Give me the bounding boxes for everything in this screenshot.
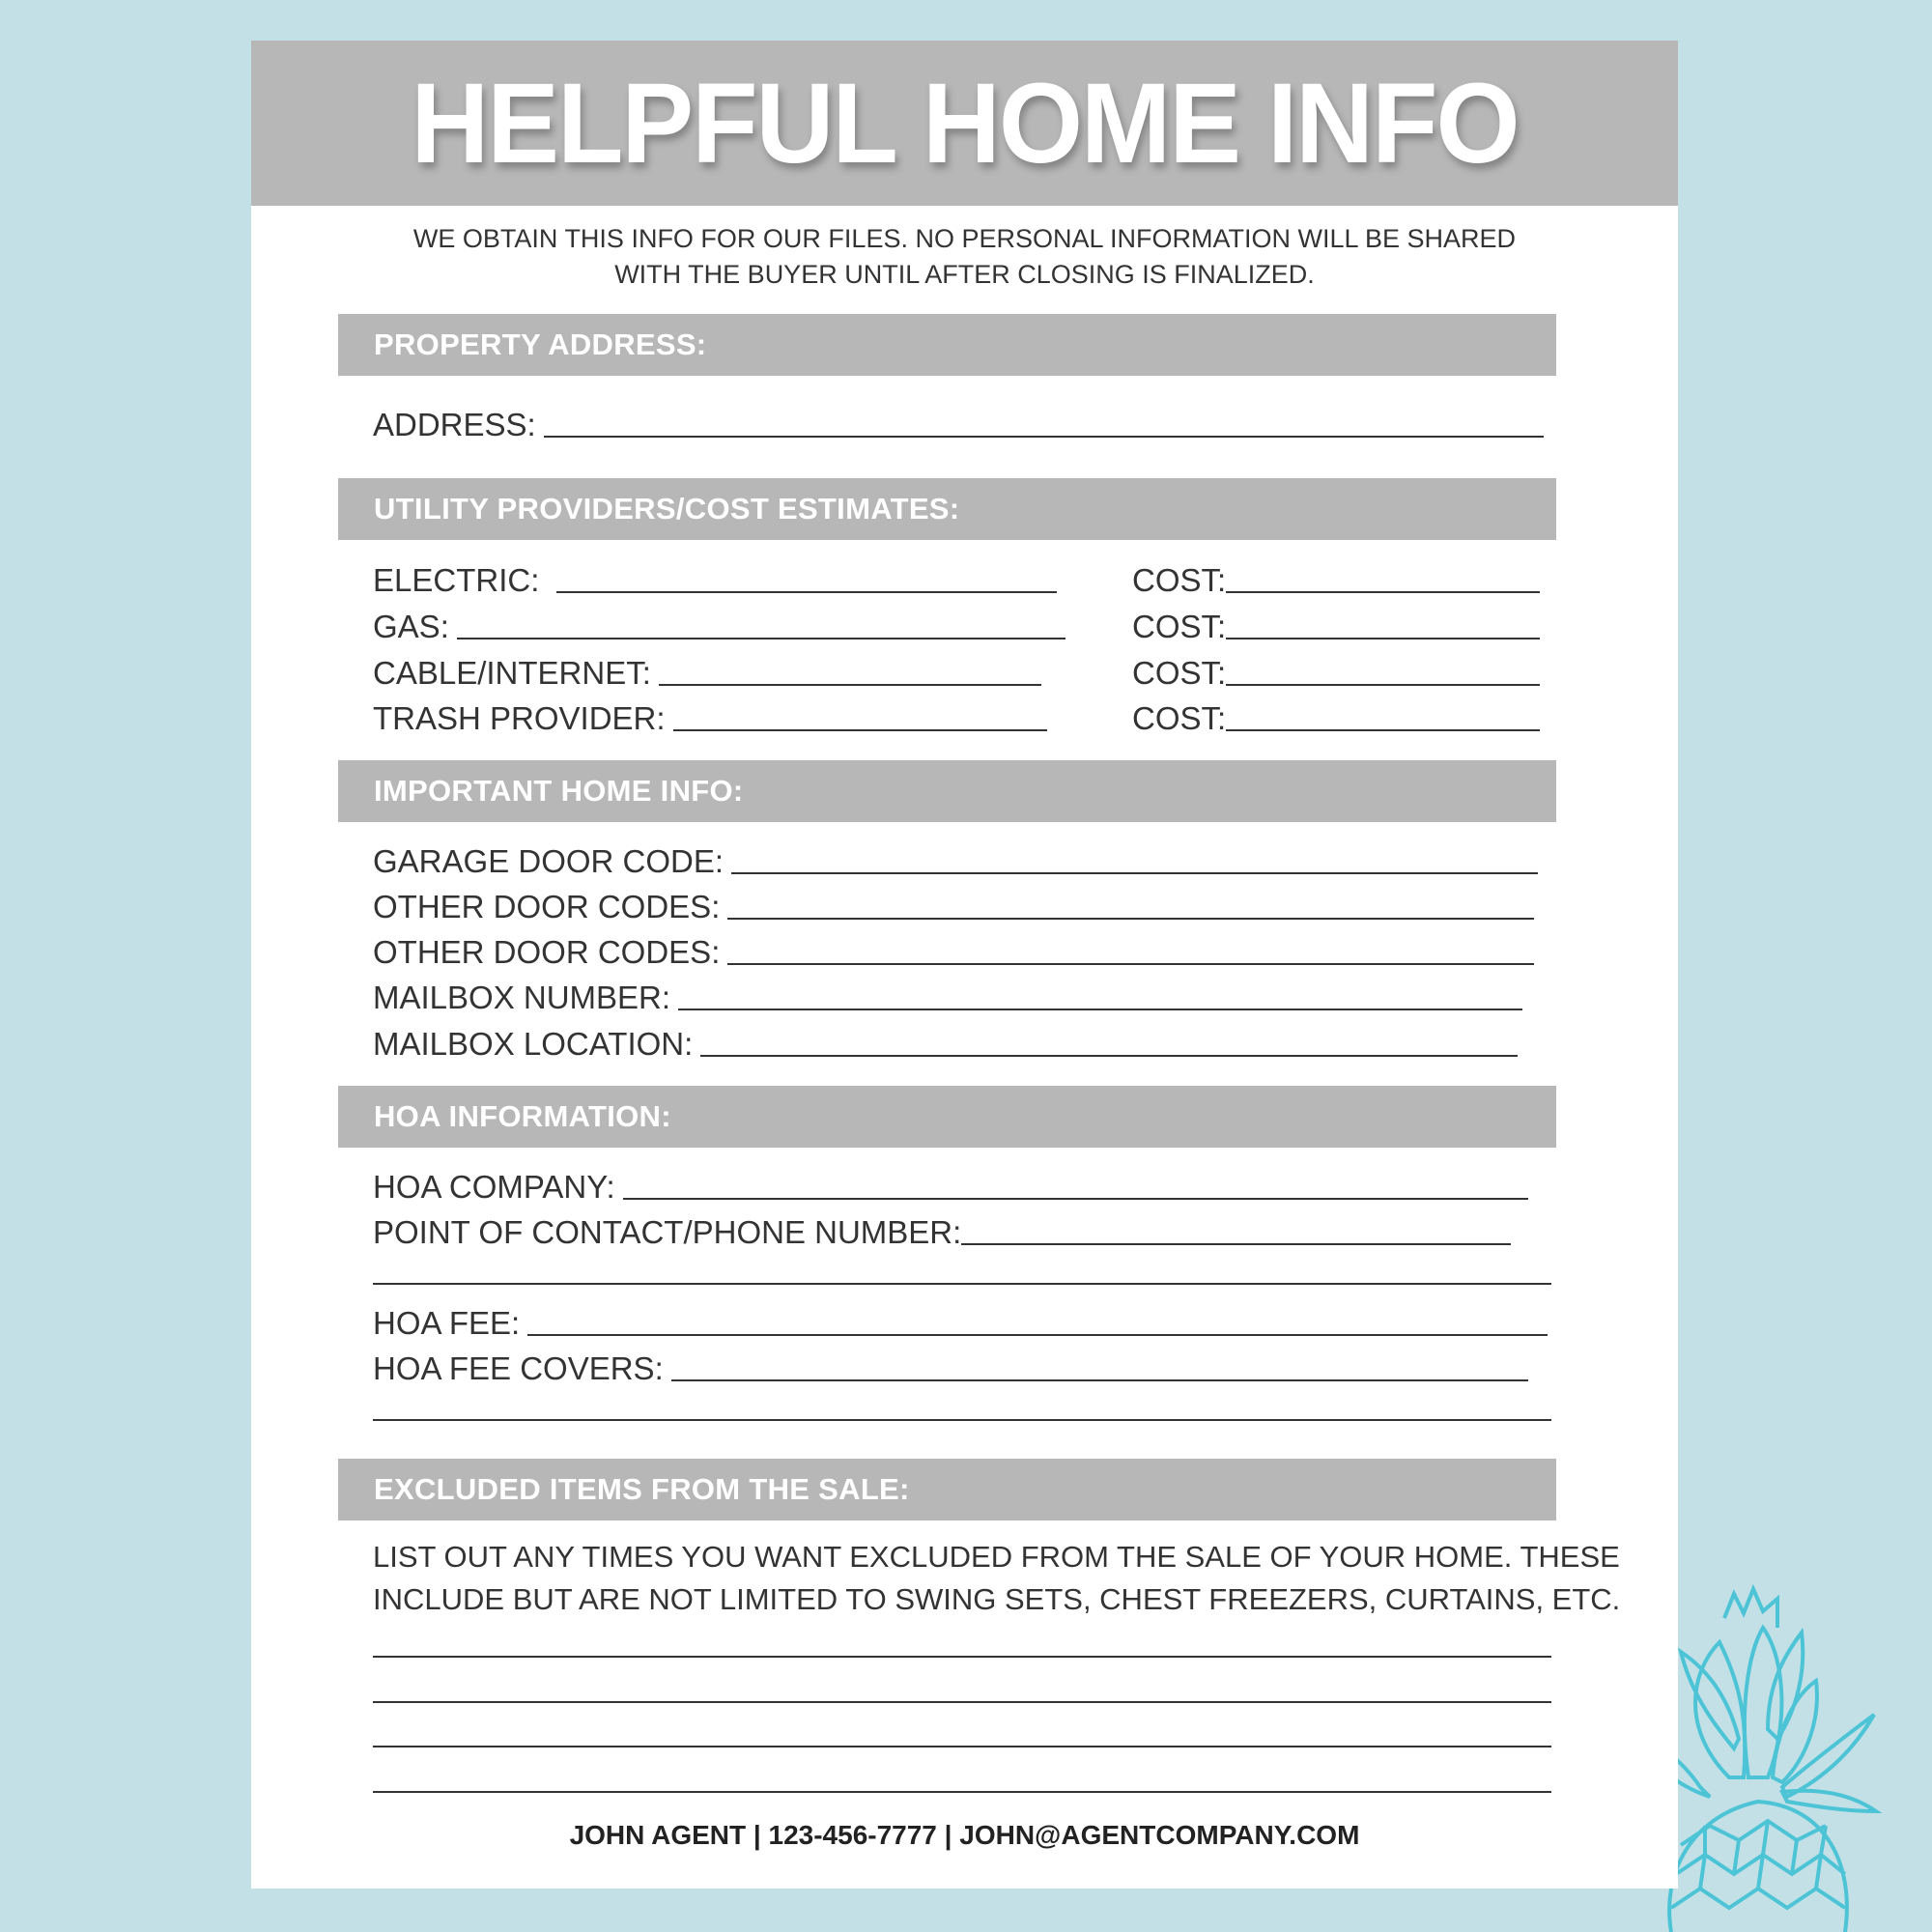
blank-line[interactable]	[659, 684, 1041, 686]
section-header-excluded	[338, 1459, 1556, 1520]
hoa-covers-extra-line[interactable]	[373, 1419, 1551, 1421]
trash-cost-field[interactable]	[1132, 695, 1540, 737]
field-label: CABLE/INTERNET:	[373, 655, 651, 691]
blank-line[interactable]	[678, 1009, 1522, 1010]
section-header-property	[338, 314, 1556, 376]
field-label: GAS:	[373, 609, 449, 644]
hoa-company-field[interactable]	[373, 1163, 1528, 1206]
blank-line[interactable]	[544, 436, 1544, 438]
section-header-hoa	[338, 1086, 1556, 1148]
section-title: UTILITY PROVIDERS/COST ESTIMATES:	[374, 492, 960, 526]
page-title: HELPFUL HOME INFO	[411, 59, 1519, 187]
blank-line[interactable]	[727, 918, 1534, 920]
excluded-line-4[interactable]	[373, 1791, 1551, 1793]
address-field[interactable]	[373, 401, 1544, 443]
section-title: PROPERTY ADDRESS:	[374, 327, 707, 361]
field-label: TRASH PROVIDER:	[373, 700, 666, 736]
section-title: EXCLUDED ITEMS FROM THE SALE:	[374, 1472, 910, 1506]
field-label: COST:	[1132, 700, 1227, 736]
field-label: HOA COMPANY:	[373, 1169, 615, 1205]
excluded-instructions-2: INCLUDE BUT ARE NOT LIMITED TO SWING SETS, CHEST FREEZERS, CURTAINS, ETC.	[373, 1582, 1621, 1616]
blank-line[interactable]	[700, 1055, 1518, 1057]
mailbox-number-field[interactable]	[373, 974, 1522, 1016]
blank-line[interactable]	[457, 638, 1065, 639]
field-label: COST:	[1132, 562, 1227, 598]
other-door-codes-field[interactable]	[373, 883, 1534, 925]
blank-line[interactable]	[1226, 638, 1540, 639]
garage-code-field[interactable]	[373, 838, 1538, 880]
hoa-fee-field[interactable]	[373, 1299, 1548, 1342]
blank-line[interactable]	[731, 872, 1538, 874]
field-label: ADDRESS:	[373, 407, 536, 442]
electric-cost-field[interactable]	[1132, 556, 1540, 599]
field-label: MAILBOX NUMBER:	[373, 980, 671, 1015]
field-label: HOA FEE:	[373, 1305, 521, 1341]
blank-line[interactable]	[1226, 591, 1540, 593]
field-label: COST:	[1132, 609, 1227, 644]
excluded-line-2[interactable]	[373, 1701, 1551, 1703]
field-label: HOA FEE COVERS:	[373, 1350, 664, 1386]
field-label: OTHER DOOR CODES:	[373, 889, 721, 924]
mailbox-location-field[interactable]	[373, 1020, 1518, 1063]
blank-line[interactable]	[1226, 729, 1540, 731]
excluded-instructions-1: LIST OUT ANY TIMES YOU WANT EXCLUDED FROM THE SALE OF YOUR HOME. THESE	[373, 1540, 1620, 1574]
form-page	[251, 41, 1678, 1889]
cable-internet-field[interactable]	[373, 649, 1041, 692]
disclaimer-line-1: WE OBTAIN THIS INFO FOR OUR FILES. NO PERSONAL INFORMATION WILL BE SHARED	[412, 224, 1517, 253]
blank-line[interactable]	[1226, 684, 1540, 686]
blank-line[interactable]	[673, 729, 1047, 731]
title-banner	[251, 41, 1678, 206]
hoa-contact-extra-line[interactable]	[373, 1283, 1551, 1285]
agent-contact-footer: JOHN AGENT | 123-456-7777 | JOHN@AGENTCOMPANY.COM	[569, 1820, 1360, 1850]
section-header-utilities	[338, 478, 1556, 540]
section-header-important	[338, 760, 1556, 822]
section-title: HOA INFORMATION:	[374, 1099, 671, 1133]
gas-cost-field[interactable]	[1132, 603, 1540, 645]
field-label: GARAGE DOOR CODE:	[373, 843, 724, 879]
field-label: COST:	[1132, 655, 1227, 691]
blank-line[interactable]	[727, 963, 1534, 965]
electric-field[interactable]	[373, 556, 1057, 599]
field-label: ELECTRIC:	[373, 562, 549, 598]
gas-field[interactable]	[373, 603, 1065, 645]
blank-line[interactable]	[556, 591, 1057, 593]
excluded-line-3[interactable]	[373, 1746, 1551, 1747]
disclaimer-line-2: WITH THE BUYER UNTIL AFTER CLOSING IS FINALIZED.	[614, 260, 1315, 289]
cable-cost-field[interactable]	[1132, 649, 1540, 692]
hoa-fee-covers-field[interactable]	[373, 1345, 1528, 1387]
excluded-line-1[interactable]	[373, 1656, 1551, 1658]
blank-line[interactable]	[961, 1243, 1511, 1245]
hoa-contact-field[interactable]	[373, 1208, 1511, 1251]
field-label: MAILBOX LOCATION:	[373, 1026, 694, 1062]
section-title: IMPORTANT HOME INFO:	[374, 774, 744, 808]
blank-line[interactable]	[623, 1198, 1528, 1200]
trash-provider-field[interactable]	[373, 695, 1047, 737]
field-label: POINT OF CONTACT/PHONE NUMBER:	[373, 1214, 962, 1250]
field-label: OTHER DOOR CODES:	[373, 934, 721, 970]
blank-line[interactable]	[527, 1334, 1548, 1336]
other-door-codes-field-2[interactable]	[373, 928, 1534, 971]
blank-line[interactable]	[671, 1379, 1528, 1381]
